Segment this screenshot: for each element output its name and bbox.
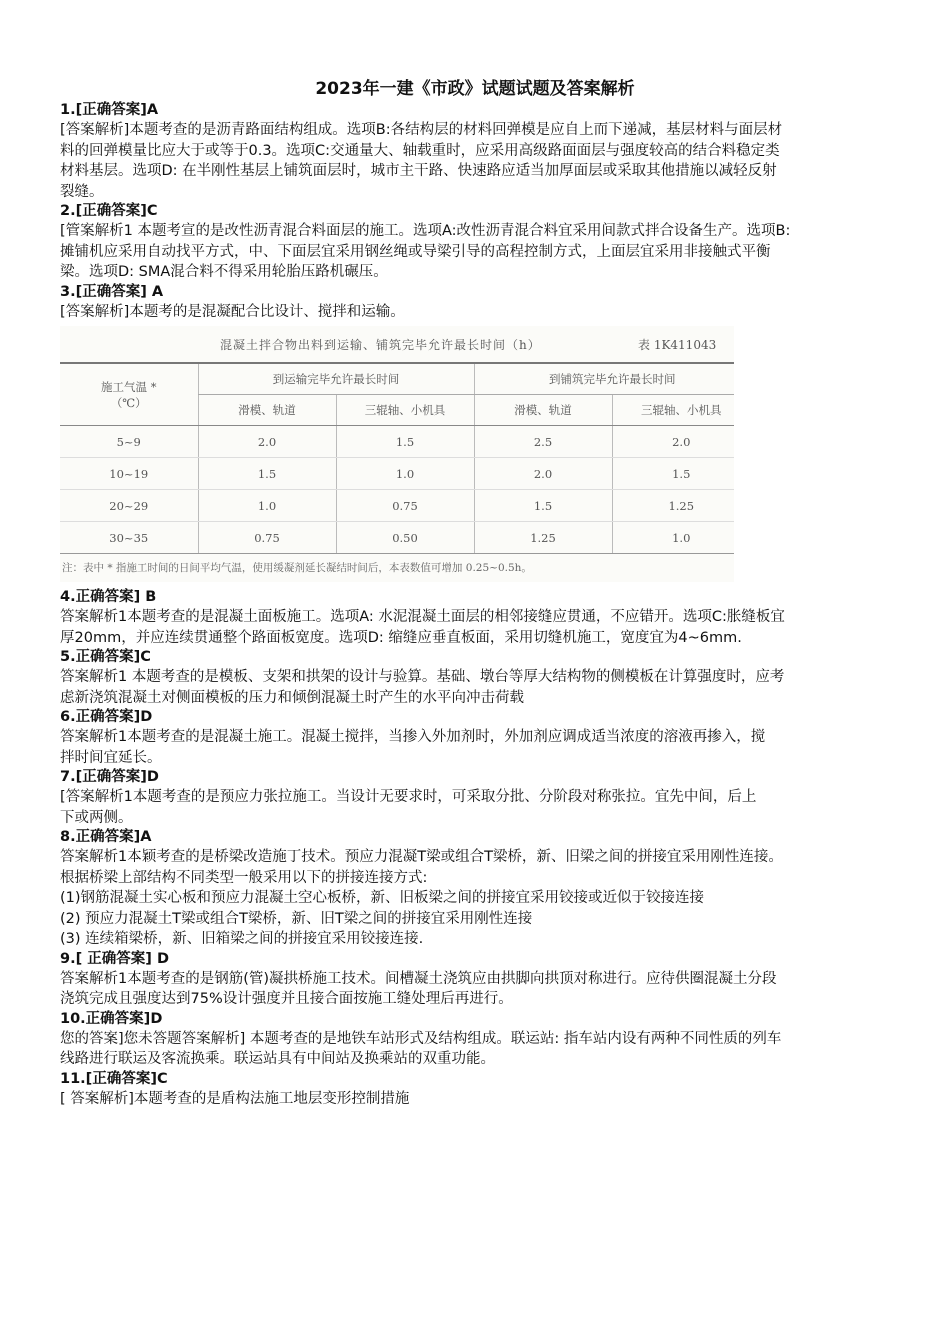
explanation-line: 答案解析1本颖考查的是桥梁改造施丁技术。预应力混凝T梁或组合T梁桥，新、旧梁之间的拼接宜采用刚性连接。 (60, 849, 783, 865)
explanation-line: 材料基层。选项D: 在半刚性基层上铺筑面层时，城市主干路、快速路应适当加厚面层或采取其他措施以减轻反射 (60, 163, 777, 179)
sub-header-2: 三辊轴、小机具 (336, 395, 474, 426)
explanation-line: 答案解析1 本题考查的是模板、支架和拱架的设计与验算。基础、墩台等厚大结构物的侧模板在计算强度时，应考 (60, 669, 785, 685)
mixing-time-table (60, 362, 734, 554)
question-answer-label: 10.正确答案]D (60, 1010, 163, 1027)
time-value-cell: 2.0 (474, 458, 612, 490)
temp-header: 施工气温 * (101, 379, 157, 394)
explanation-line: 根据桥梁上部结构不同类型一般采用以下的拼接连接方式: (60, 869, 428, 886)
time-value-cell: 1.0 (336, 458, 474, 490)
explanation-line: 裂缝。 (60, 183, 104, 200)
time-value-cell: 1.5 (336, 426, 474, 458)
explanation-line: 答案解析1本题考查的是混凝土面板施工。选项A: 水泥混凝土面层的相邻接缝应贯通，不应错开。选项C:胀缝板宜 (60, 609, 785, 625)
explanation-line: 答案解析1本题考查的是混凝土施工。混凝土搅拌，当掺入外加剂时，外加剂应调成适当浓度的溶液再掺入，搅 (60, 729, 766, 745)
question-answer-label: 9.[ 正确答案] D (60, 950, 169, 967)
temp-range-cell: 5~9 (60, 426, 198, 458)
table-note: 注：表中 * 指施工时间的日间平均气温，使用缓凝剂延长凝结时间后，本表数值可增加 0.25~0.5h。 (62, 562, 532, 574)
time-value-cell: 0.50 (336, 522, 474, 554)
explanation-line: 厚20mm，并应连续贯通整个路面板宽度。选项D: 缩缝应垂直板面，采用切缝机施工，宽度宜为4~6mm. (60, 629, 742, 646)
group-paving-header: 到铺筑完毕允许最长时间 (474, 363, 734, 395)
table-image (60, 326, 734, 582)
time-value-cell: 2.0 (612, 426, 734, 458)
question-answer-label: 11.[正确答案]C (60, 1070, 168, 1087)
time-value-cell: 1.5 (474, 490, 612, 522)
question-answer-label: 4.正确答案] B (60, 589, 157, 605)
temp-range-cell: 30~35 (60, 522, 198, 554)
explanation-line: [答案解析]本题考查的是沥青路面结构组成。选项B:各结构层的材料回弹模是应自上而下递减，基层材料与面层材 (60, 122, 783, 138)
question-answer-label: 5.正确答案]C (60, 649, 151, 665)
sub-header-1: 滑模、轨道 (198, 395, 336, 426)
table-row (60, 522, 734, 554)
time-value-cell: 1.25 (612, 490, 734, 522)
explanation-line: [管案解析1 本题考宣的是改性沥青混合料面层的施工。选项A:改性沥青混合料宜采用间款式拌合设备生产。选项B: (60, 223, 791, 239)
table-row (60, 458, 734, 490)
explanation-line: 您的答案]您未答题答案解析] 本题考查的是地铁车站形式及结构组成。联运站: 指车站内设有两种不同性质的列车 (60, 1030, 782, 1047)
group-transport-header: 到运输完毕允许最长时间 (198, 363, 474, 395)
explanation-line: [答案解析]本题考的是混凝配合比设计、搅拌和运输。 (60, 303, 405, 320)
temp-range-cell: 20~29 (60, 490, 198, 522)
temp-range-cell: 10~19 (60, 458, 198, 490)
explanation-line: (2) 预应力混凝土T梁或组合T梁桥，新、旧T梁之间的拼接宜采用刚性连接 (60, 910, 533, 927)
explanation-line: 拌时间宜延长。 (60, 749, 162, 766)
answer-list (60, 101, 900, 1109)
table-caption: 混凝土拌合物出料到运输、铺筑完毕允许最长时间（h） (220, 338, 541, 352)
question-answer-label: 6.正确答案]D (60, 709, 153, 725)
time-value-cell: 1.0 (612, 522, 734, 554)
sub-header-3: 滑模、轨道 (474, 395, 612, 426)
temp-header-cell (60, 363, 198, 426)
question-answer-label: 3.[正确答案] A (60, 283, 164, 300)
explanation-line: 下或两侧。 (60, 809, 133, 826)
question-answer-label: 2.[正确答案]C (60, 203, 158, 219)
time-value-cell: 1.25 (474, 522, 612, 554)
explanation-line: 料的回弹模量比应大于或等于0.3。选项C:交通量大、轴载重时，应采用高级路面面层与强度较高的结合料稳定类 (60, 142, 780, 159)
explanation-line: 梁。选项D: SMA混合料不得采用轮胎压路机碾压。 (60, 264, 388, 280)
explanation-line: 摊铺机应采用自动找平方式，中、下面层宜采用钢丝绳或导梁引导的高程控制方式，上面层宜采用非接触式平衡 (60, 243, 771, 260)
question-answer-label: 1.[正确答案]A (60, 102, 159, 118)
question-answer-label: 8.正确答案]A (60, 829, 152, 845)
sub-header-4: 三辊轴、小机具 (612, 395, 734, 426)
table-row (60, 426, 734, 458)
explanation-line: 虑新浇筑混凝土对侧面模板的压力和倾倒混凝土时产生的水平向冲击荷载 (60, 689, 524, 706)
table-number: 表 1K411043 (638, 338, 717, 352)
question-answer-label: 7.[正确答案]D (60, 769, 159, 785)
time-value-cell: 1.0 (198, 490, 336, 522)
explanation-line: [ 答案解析]本题考查的是盾构法施工地层变形控制措施 (60, 1090, 410, 1107)
time-value-cell: 1.5 (612, 458, 734, 490)
temp-unit: （℃） (110, 395, 147, 410)
explanation-line: (3) 连续箱梁桥，新、旧箱梁之间的拼接宜采用铰接连接. (60, 931, 424, 947)
time-value-cell: 0.75 (198, 522, 336, 554)
explanation-line: 浇筑完成且强度达到75%设计强度并且接合面按施工缝处理后再进行。 (60, 991, 513, 1007)
time-value-cell: 1.5 (198, 458, 336, 490)
time-value-cell: 2.0 (198, 426, 336, 458)
time-value-cell: 0.75 (336, 490, 474, 522)
explanation-line: 答案解析1本题考查的是钢筋(管)凝拱桥施工技术。间槽凝土浇筑应由拱脚向拱顶对称进行。应待供圈混凝土分段 (60, 970, 777, 987)
explanation-line: (1)钢筋混凝土实心板和预应力混凝土空心板桥，新、旧板梁之间的拼接宜采用铰接或近似于铰接连接 (60, 890, 705, 906)
explanation-line: 线路进行联运及客流换乘。联运站具有中间站及换乘站的双重功能。 (60, 1051, 495, 1067)
time-value-cell: 2.5 (474, 426, 612, 458)
page-title: 2023年一建《市政》试题试题及答案解析 (315, 79, 635, 99)
explanation-line: [答案解析1本题考查的是预应力张拉施工。当设计无要求时，可采取分批、分阶段对称张拉。宜先中间，后上 (60, 789, 757, 805)
table-row (60, 490, 734, 522)
